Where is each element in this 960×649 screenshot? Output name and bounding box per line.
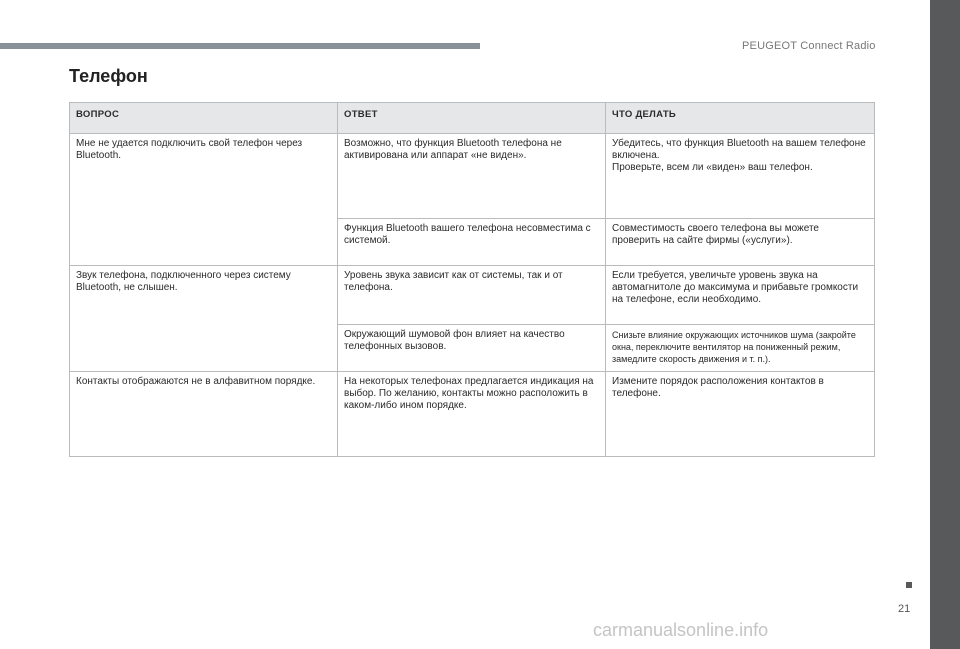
question-cell: Звук телефона, подключенного через систему Bluetooth, не слышен.	[70, 266, 338, 372]
action-cell: Совместимость своего телефона вы можете проверить на сайте фирмы («услуги»).	[606, 219, 875, 266]
column-header-action: ЧТО ДЕЛАТЬ	[606, 103, 875, 134]
action-line: Проверьте, всем ли «виден» ваш телефон.	[612, 162, 813, 173]
table-row	[70, 372, 875, 457]
table-row	[70, 134, 875, 219]
page-title: Телефон	[69, 66, 148, 86]
column-header-question: ВОПРОС	[70, 103, 338, 134]
side-bar	[930, 0, 960, 649]
column-header-answer: ОТВЕТ	[338, 103, 606, 134]
question-cell: Контакты отображаются не в алфавитном порядке.	[70, 372, 338, 457]
faq-table	[69, 102, 875, 457]
action-cell: Снизьте влияние окружающих источников шума (закройте окна, переключите вентилятор на пониженный режим, замедлите скорость движения и т. п.).	[606, 325, 875, 372]
answer-cell: Функция Bluetooth вашего телефона несовместима с системой.	[338, 219, 606, 266]
header-brand: PEUGEOT Connect Radio	[742, 40, 876, 52]
question-cell: Мне не удается подключить свой телефон через Bluetooth.	[70, 134, 338, 266]
answer-cell: Уровень звука зависит как от системы, так и от телефона.	[338, 266, 606, 325]
watermark: carmanualsonline.info	[593, 620, 769, 640]
header-rule	[0, 43, 480, 49]
action-line: Убедитесь, что функция Bluetooth на вашем телефоне включена.	[612, 138, 866, 161]
page-marker	[906, 582, 912, 588]
page-number: 21	[898, 603, 911, 615]
action-cell	[606, 134, 875, 219]
action-cell: Измените порядок расположения контактов в телефоне.	[606, 372, 875, 457]
table-row	[70, 266, 875, 325]
answer-cell: Возможно, что функция Bluetooth телефона не активирована или аппарат «не виден».	[338, 134, 606, 219]
answer-cell: На некоторых телефонах предлагается индикация на выбор. По желанию, контакты можно расположить в каком-либо ином порядке.	[338, 372, 606, 457]
table-header-row	[70, 103, 875, 134]
action-cell: Если требуется, увеличьте уровень звука на автомагнитоле до максимума и прибавьте громкости на телефоне, если необходимо.	[606, 266, 875, 325]
answer-cell: Окружающий шумовой фон влияет на качество телефонных вызовов.	[338, 325, 606, 372]
